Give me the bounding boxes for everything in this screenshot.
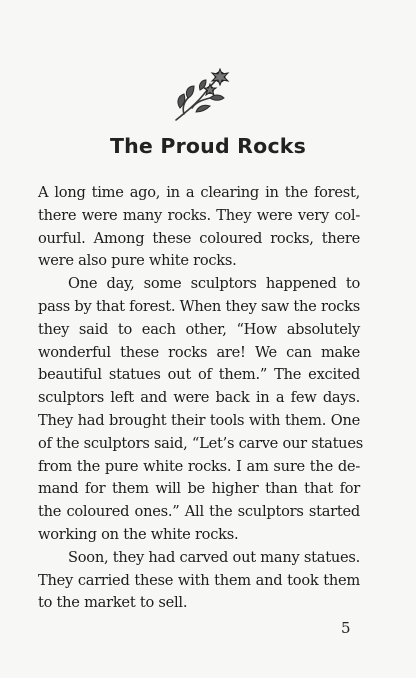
text-line: ourful. Among these coloured rocks, there [38,229,360,247]
text-line: beautiful statues out of them.” The excited [38,366,360,384]
text-line: One day, some sculptors happened to [68,275,360,293]
text-line: to the market to sell. [38,594,188,612]
text-line: the coloured ones.” All the sculptors started [38,503,360,521]
text-line: Soon, they had carved out many statues. [68,548,360,566]
page-number: 5 [341,619,351,637]
text-line: of the sculptors said, “Let’s carve our statues [38,434,363,452]
text-line: They had brought their tools with them. One [38,411,360,429]
story-title: The Proud Rocks [109,134,307,158]
text-line: sculptors left and were back in a few days. [38,389,360,407]
text-line: pass by that forest. When they saw the rocks [38,297,360,315]
flower-sprig-icon [170,68,234,124]
text-line: A long time ago, in a clearing in the forest, [38,184,360,201]
text-line: working on the white rocks. [38,525,239,543]
text-line: mand for them will be higher than that for [38,480,360,498]
text-line: they said to each other, “How absolutely [38,320,360,338]
text-line: were also pure white rocks. [38,252,237,270]
text-line: there were many rocks. They were very col- [38,206,360,224]
text-line: They carried these with them and took them [38,571,360,589]
text-line: from the pure white rocks. I am sure the de- [38,457,360,475]
story-body [38,182,363,615]
text-line: wonderful these rocks are! We can make [38,343,360,361]
